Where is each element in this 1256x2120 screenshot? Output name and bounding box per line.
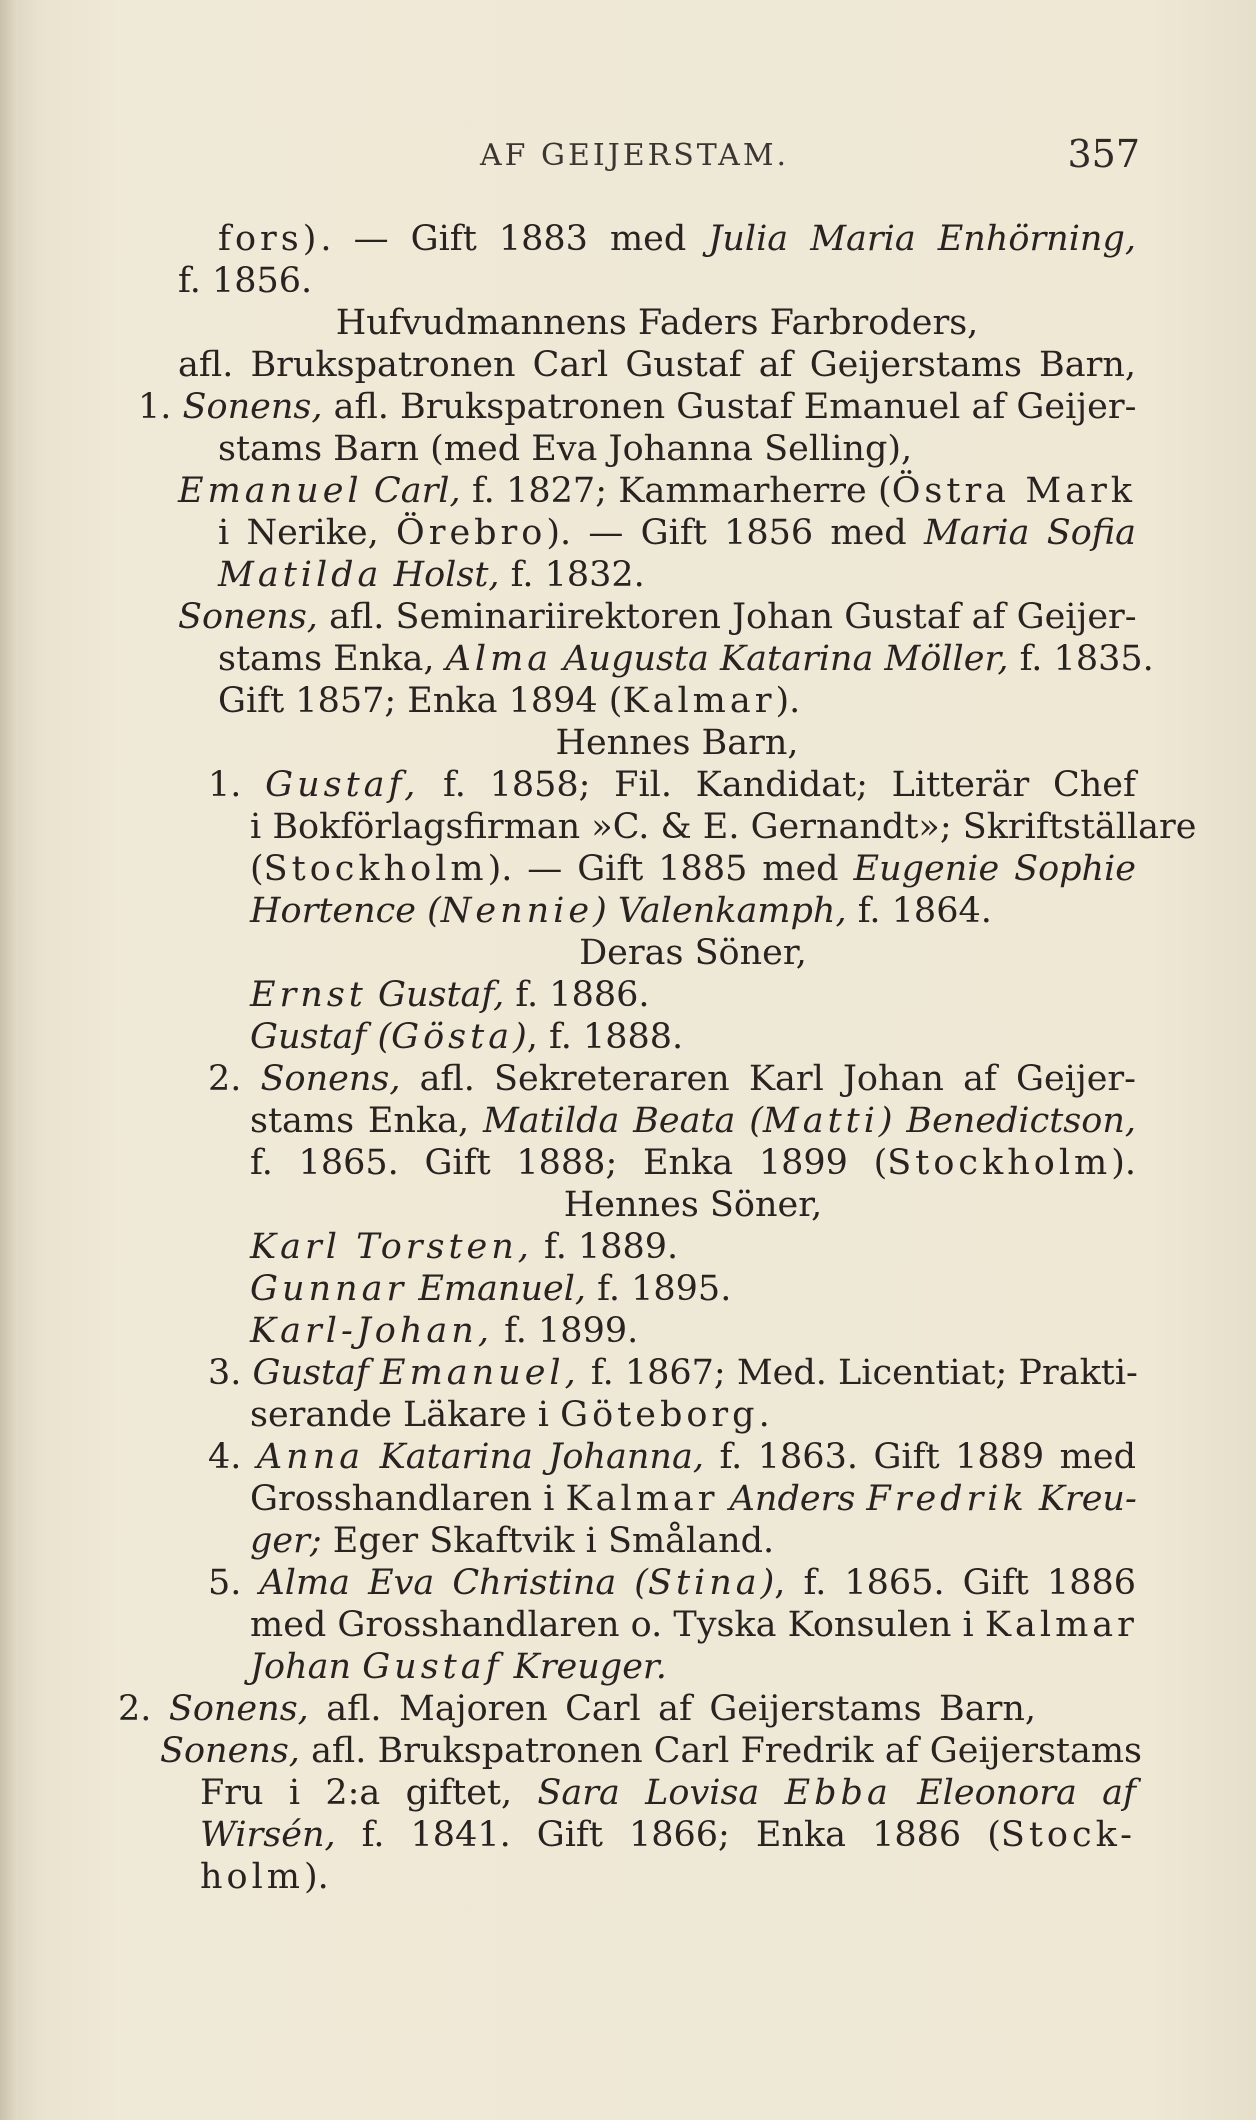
text-line	[250, 1268, 850, 1310]
text-segment: f. 1832.	[499, 555, 645, 595]
text-segment: afl. Sekreteraren Karl Johan af Geijer-	[400, 1059, 1136, 1099]
text-segment: Katarina Johanna,	[364, 1437, 704, 1477]
text-segment: 2.	[208, 1059, 261, 1099]
text-line	[218, 512, 1136, 554]
text-segment: 5.	[208, 1563, 260, 1603]
text-segment: ). — Gift 1885 med	[487, 849, 854, 889]
text-segment: Ebba	[784, 1773, 892, 1813]
text-line	[200, 1814, 1136, 1856]
text-line	[250, 1226, 850, 1268]
text-segment: Örebro	[396, 513, 547, 553]
text-segment: , f. 1888.	[526, 1017, 684, 1057]
text-line	[250, 1184, 1136, 1226]
text-segment: Augusta Katarina Möller,	[552, 639, 1009, 679]
text-segment: Karl Torsten,	[250, 1227, 533, 1267]
text-segment: 4.	[208, 1437, 257, 1477]
text-segment: Eger Skaftvik i Småland.	[321, 1521, 775, 1561]
text-segment: Sonens,	[260, 1059, 401, 1099]
text-line	[250, 1478, 1136, 1520]
text-line	[250, 1310, 850, 1352]
text-segment: Gunnar	[250, 1269, 408, 1309]
text-segment: f. 1865. Gift 1888; Enka 1899 (	[250, 1143, 888, 1183]
text-segment: Gösta	[391, 1017, 514, 1057]
text-line	[250, 1520, 850, 1562]
text-segment: Hortence (	[250, 891, 441, 931]
text-line	[200, 1772, 1136, 1814]
text-segment: , f. 1865. Gift 1886	[774, 1563, 1136, 1603]
text-segment: Gustaf	[252, 1353, 381, 1393]
text-segment: Julia Maria Enhörning,	[708, 219, 1136, 259]
text-segment: Carl,	[362, 471, 461, 511]
text-segment: Gustaf	[362, 1647, 503, 1687]
text-segment: Grosshandlaren i	[250, 1479, 566, 1519]
text-segment: med Grosshandlaren o. Tyska Konsulen i	[250, 1605, 985, 1645]
text-segment: 3.	[208, 1353, 253, 1393]
text-segment: f. 1827; Kammarherre (	[460, 471, 892, 511]
text-segment: Hufvudmannens Faders Farbroders,	[335, 303, 979, 343]
text-segment: Holst,	[382, 555, 500, 595]
text-segment: serande Läkare i	[250, 1395, 561, 1435]
running-title: AF GEIJERSTAM.	[480, 138, 790, 173]
text-line	[250, 974, 850, 1016]
text-line	[250, 1604, 1136, 1646]
text-segment: Stockholm	[887, 1143, 1112, 1183]
text-segment: Anders	[718, 1479, 867, 1519]
text-line	[250, 1016, 850, 1058]
text-segment: Karl-Johan,	[250, 1311, 493, 1351]
text-segment: )	[760, 1563, 775, 1603]
text-segment: Fredrik	[866, 1479, 1028, 1519]
text-segment: Sara Lovisa	[537, 1773, 785, 1813]
text-segment: Matilda	[218, 555, 383, 595]
text-segment: Stock-	[1000, 1815, 1136, 1855]
text-line	[250, 890, 1000, 932]
text-line	[138, 386, 1136, 428]
text-segment: Östra Mark	[891, 471, 1137, 511]
text-segment: Fru i 2:a giftet,	[200, 1773, 538, 1813]
text-line	[250, 932, 1136, 974]
text-segment: f. 1895.	[586, 1269, 732, 1309]
text-segment: ) Benedictson,	[878, 1101, 1136, 1141]
text-segment: Hennes Barn,	[555, 723, 799, 763]
text-segment: Hennes Söner,	[563, 1185, 823, 1225]
text-segment: )	[513, 1017, 527, 1057]
text-segment: ). — Gift 1856 med	[546, 513, 924, 553]
text-line	[250, 1100, 1136, 1142]
text-segment: ).	[304, 1857, 329, 1897]
text-segment: .	[320, 219, 332, 259]
text-segment: afl. Seminariirektoren Johan Gustaf af Geijer-	[317, 597, 1137, 637]
text-segment: afl. Brukspatronen Carl Fredrik af Geijerstams	[299, 1731, 1142, 1771]
text-segment: Stockholm	[263, 849, 488, 889]
text-line	[178, 302, 1136, 344]
text-segment: f. 1841. Gift 1866; Enka 1886 (	[335, 1815, 1001, 1855]
text-segment: Maria Sofia	[923, 513, 1136, 553]
text-segment: ).	[1111, 1143, 1136, 1183]
text-line	[178, 596, 1136, 638]
text-segment: Eugenie Sophie	[853, 849, 1136, 889]
text-line	[208, 1352, 1136, 1394]
text-line	[250, 1142, 1136, 1184]
text-segment: Sonens,	[182, 387, 323, 427]
text-segment: f. 1863. Gift 1889 med	[703, 1437, 1136, 1477]
text-segment: Matti	[762, 1101, 879, 1141]
text-segment: f. 1858; Fil. Kandidat; Litterär Chef	[419, 765, 1136, 805]
text-segment: Kreu-	[1027, 1479, 1137, 1519]
text-line	[218, 722, 1136, 764]
text-segment: Sonens,	[178, 597, 318, 637]
text-line	[208, 1436, 1136, 1478]
text-line	[208, 1058, 1136, 1100]
text-segment: Stina	[647, 1563, 761, 1603]
text-segment: Gustaf (	[250, 1017, 392, 1057]
text-segment: i Bokförlagsfirman »C. & E. Gernandt»; Skriftställare	[250, 807, 1197, 847]
book-spine-shadow	[0, 0, 18, 2120]
text-line	[178, 470, 1136, 512]
text-segment: Anna	[256, 1437, 365, 1477]
text-line	[218, 638, 1154, 680]
text-segment: Sonens,	[160, 1731, 300, 1771]
text-segment: f. 1864.	[846, 891, 992, 931]
page-number: 357	[1067, 132, 1140, 176]
text-segment: stams Enka,	[218, 639, 446, 679]
text-line	[118, 1688, 1036, 1730]
text-segment: ger;	[250, 1521, 322, 1561]
text-line	[218, 554, 718, 596]
text-line	[160, 1730, 1142, 1772]
text-line	[208, 764, 1136, 806]
text-line	[208, 1562, 1136, 1604]
text-segment: f. 1886.	[504, 975, 650, 1015]
text-segment: afl. Majoren Carl af Geijerstams Barn,	[308, 1689, 1036, 1729]
text-segment: f. 1867; Med. Licentiat; Prakti-	[579, 1353, 1138, 1393]
text-segment: ).	[775, 681, 801, 721]
text-line	[250, 1646, 850, 1688]
text-segment: f. 1856.	[178, 261, 313, 301]
text-segment: Gift 1857; Enka 1894 (	[218, 681, 623, 721]
text-segment: afl. Brukspatronen Carl Gustaf af Geijerstams Barn,	[178, 345, 1136, 385]
text-segment: Kreuger.	[502, 1647, 667, 1687]
text-segment: Gustaf,	[265, 765, 420, 805]
text-segment: f. 1835.	[1008, 639, 1154, 679]
text-segment: Emanuel	[178, 471, 363, 511]
text-segment: Nennie	[440, 891, 594, 931]
text-segment: (	[250, 849, 264, 889]
text-line	[218, 680, 918, 722]
text-line	[250, 806, 1197, 848]
text-line	[218, 428, 958, 470]
text-segment: Göteborg	[560, 1395, 759, 1435]
text-segment: afl. Brukspatronen Gustaf Emanuel af Geijer-	[322, 387, 1137, 427]
text-segment: f. 1889.	[532, 1227, 679, 1267]
text-segment: Alma Eva Christina (	[259, 1563, 648, 1603]
text-line	[200, 1856, 500, 1898]
text-segment: Kalmar	[565, 1479, 719, 1519]
text-segment: Johan	[250, 1647, 363, 1687]
text-segment: Kalmar	[984, 1605, 1138, 1645]
text-segment: Emanuel,	[380, 1353, 580, 1393]
text-segment: Sonens,	[168, 1689, 309, 1729]
text-segment: Emanuel,	[407, 1269, 587, 1309]
text-segment: stams Enka,	[250, 1101, 483, 1141]
text-segment: ) Valenkamph,	[593, 891, 847, 931]
text-segment: fors)	[218, 219, 321, 259]
text-segment: Kalmar	[622, 681, 776, 721]
text-line	[178, 344, 1136, 386]
text-segment: f. 1899.	[492, 1311, 639, 1351]
text-segment: holm	[200, 1857, 304, 1897]
page-header	[150, 132, 1140, 182]
text-line	[250, 1394, 850, 1436]
text-segment: Gustaf,	[366, 975, 505, 1015]
text-segment: 1.	[138, 387, 183, 427]
text-segment: Deras Söner,	[579, 933, 807, 973]
text-segment: .	[758, 1395, 770, 1435]
text-line	[250, 848, 1136, 890]
text-segment: Alma	[445, 639, 553, 679]
text-line	[218, 218, 1136, 260]
text-segment: Wirsén,	[200, 1815, 336, 1855]
text-segment: stams Barn (med Eva Johanna Selling),	[218, 429, 913, 469]
text-segment: 2.	[118, 1689, 169, 1729]
text-line	[178, 260, 378, 302]
text-segment: Ernst	[250, 975, 367, 1015]
text-segment: — Gift 1883 med	[331, 219, 709, 259]
text-segment: Matilda Beata (	[482, 1101, 763, 1141]
text-segment: Eleonora af	[891, 1773, 1136, 1813]
text-segment: i Nerike,	[218, 513, 397, 553]
text-segment: 1.	[208, 765, 266, 805]
